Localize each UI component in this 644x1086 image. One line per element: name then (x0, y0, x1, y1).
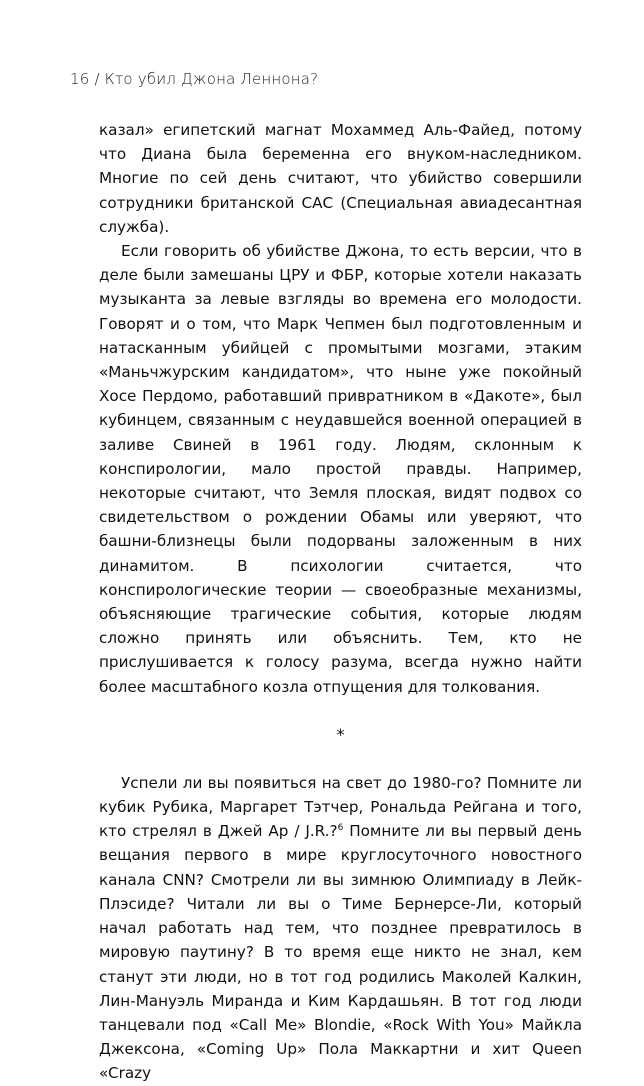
footnote-marker[interactable]: 6 (337, 823, 344, 834)
section-separator: * (336, 724, 345, 744)
paragraph-1980-part2: Помните ли вы первый день вещания первого в мире круглосуточного новостного канала CNN? Смотрели ли вы зимнюю Олимпиаду в Лейк-Плэсиде? Читали ли вы о Тиме Бернерсе-Ли, который начал работать над тем, что позднее превратилось в мировую паутину? В то время еще никто не знал, кем станут эти люди, но в тот год родились Маколей Калкин, Лин-Мануэль Миранда и Ким Кардашьян. В тот год люди танцевали под «Call Me» Blondie, «Rock With You» Майкла Джексона, «Coming Up» Пола Маккартни и хит Queen «Crazy (99, 822, 582, 1083)
paragraph-1980-part1: Успели ли вы появиться на свет до 1980-го? Помните ли кубик Рубика, Маргарет Тэтчер, Рональда Рейгана и того, кто стрелял в Джей Ар / J.R.? (99, 773, 582, 841)
body-text (99, 118, 582, 1086)
paragraph-conspiracy: Если говорить об убийстве Джона, то есть версии, что в деле были замешаны ЦРУ и ФБР, которые хотели наказать музыканта за левые взгляды во времена его молодости. Говорят и о том, что Марк Чепмен был подготовленным и натасканным убийцей с промытыми мозгами, этаким «Маньчжурским кандидатом», что ныне уже покойный Хосе Пердомо, работавший привратником в «Дакоте», был кубинцем, связанным с неудавшейся военной операцией в заливе Свиней в 1961 году. Людям, склонным к конспирологии, мало простой правды. Например, некоторые считают, что Земля плоская, видят подвох со свидетельством о рождении Обамы или уверяют, что башни-близнецы были подорваны заложенным в них динамитом. В психологии считается, что конспирологические теории — своеобразные механизмы, объясняющие трагические события, которые людям сложно принять или объяснить. Тем, кто не прислушивается к голосу разума, всегда нужно найти более масштабного козла отпущения для толкования. (99, 242, 582, 696)
paragraph-1980 (99, 771, 582, 1086)
paragraph-continuation: казал» египетский магнат Мохаммед Аль-Файед, потому что Диана была беременна его внуком-наследником. Многие по сей день считают, что убийство совершили сотрудники британской САС (Специальная авиадесантная служба). (99, 121, 582, 236)
running-header: 16 / Кто убил Джона Леннона? (70, 70, 319, 88)
